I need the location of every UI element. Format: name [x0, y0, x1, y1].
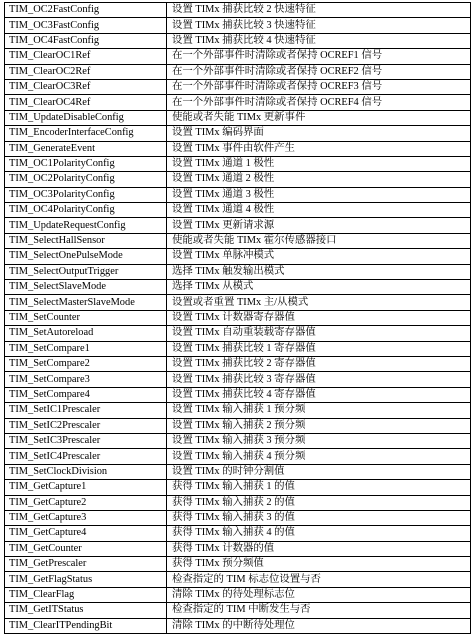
function-description-cell: 设置 TIMx 捕获比较 4 寄存器值 [167, 387, 471, 402]
function-name-cell: TIM_ClearOC3Ref [5, 79, 167, 94]
function-name-cell: TIM_ClearOC2Ref [5, 64, 167, 79]
function-name-cell: TIM_ClearITPendingBit [5, 618, 167, 633]
table-row [5, 203, 471, 218]
table-row [5, 587, 471, 602]
function-name-cell: TIM_EncoderInterfaceConfig [5, 126, 167, 141]
function-name-cell: TIM_SetIC3Prescaler [5, 433, 167, 448]
table-row [5, 603, 471, 618]
function-name-cell: TIM_ClearOC4Ref [5, 95, 167, 110]
function-description-cell: 使能或者失能 TIMx 霍尔传感器接口 [167, 233, 471, 248]
table-row [5, 126, 471, 141]
function-name-cell: TIM_GenerateEvent [5, 141, 167, 156]
table-row [5, 326, 471, 341]
table-row [5, 356, 471, 371]
function-name-cell: TIM_SetIC2Prescaler [5, 418, 167, 433]
table-row [5, 372, 471, 387]
function-name-cell: TIM_SetCounter [5, 310, 167, 325]
function-description-cell: 设置 TIMx 更新请求源 [167, 218, 471, 233]
function-description-cell: 设置 TIMx 输入捕获 2 预分频 [167, 418, 471, 433]
function-description-cell: 设置或者重置 TIMx 主/从模式 [167, 295, 471, 310]
function-description-cell: 设置 TIMx 单脉冲模式 [167, 249, 471, 264]
table-row [5, 187, 471, 202]
table-row [5, 49, 471, 64]
function-description-cell: 在一个外部事件时清除或者保持 OCREF2 信号 [167, 64, 471, 79]
function-description-cell: 选择 TIMx 触发输出模式 [167, 264, 471, 279]
function-description-cell: 获得 TIMx 输入捕获 2 的值 [167, 495, 471, 510]
table-row [5, 464, 471, 479]
function-description-cell: 设置 TIMx 自动重装载寄存器值 [167, 326, 471, 341]
function-name-cell: TIM_SelectSlaveMode [5, 280, 167, 295]
function-name-cell: TIM_UpdateRequestConfig [5, 218, 167, 233]
function-name-cell: TIM_OC2FastConfig [5, 3, 167, 18]
function-name-cell: TIM_ClearOC1Ref [5, 49, 167, 64]
function-description-cell: 设置 TIMx 事件由软件产生 [167, 141, 471, 156]
function-description-cell: 设置 TIMx 捕获比较 3 寄存器值 [167, 372, 471, 387]
function-name-cell: TIM_OC4PolarityConfig [5, 203, 167, 218]
table-row [5, 557, 471, 572]
table-row [5, 526, 471, 541]
function-name-cell: TIM_SetCompare4 [5, 387, 167, 402]
table-row [5, 64, 471, 79]
function-name-cell: TIM_GetITStatus [5, 603, 167, 618]
table-row [5, 341, 471, 356]
function-description-cell: 获得 TIMx 输入捕获 1 的值 [167, 480, 471, 495]
function-description-cell: 设置 TIMx 通道 1 极性 [167, 156, 471, 171]
function-name-cell: TIM_GetPrescaler [5, 557, 167, 572]
table-row [5, 18, 471, 33]
table-row [5, 233, 471, 248]
table-row [5, 433, 471, 448]
function-description-cell: 设置 TIMx 编码界面 [167, 126, 471, 141]
table-row [5, 541, 471, 556]
function-name-cell: TIM_SetCompare3 [5, 372, 167, 387]
table-row [5, 310, 471, 325]
function-description-cell: 设置 TIMx 的时钟分割值 [167, 464, 471, 479]
function-description-cell: 设置 TIMx 输入捕获 3 预分频 [167, 433, 471, 448]
function-name-cell: TIM_OC1PolarityConfig [5, 156, 167, 171]
function-description-cell: 获得 TIMx 计数器的值 [167, 541, 471, 556]
function-description-cell: 清除 TIMx 的待处理标志位 [167, 587, 471, 602]
function-name-cell: TIM_GetCapture2 [5, 495, 167, 510]
function-name-cell: TIM_GetCapture3 [5, 510, 167, 525]
table-row [5, 449, 471, 464]
function-description-cell: 设置 TIMx 捕获比较 1 寄存器值 [167, 341, 471, 356]
function-description-cell: 清除 TIMx 的中断待处理位 [167, 618, 471, 633]
function-description-cell: 设置 TIMx 计数器寄存器值 [167, 310, 471, 325]
function-description-cell: 设置 TIMx 通道 3 极性 [167, 187, 471, 202]
function-description-cell: 在一个外部事件时清除或者保持 OCREF1 信号 [167, 49, 471, 64]
function-description-cell: 选择 TIMx 从模式 [167, 280, 471, 295]
function-name-cell: TIM_GetCapture1 [5, 480, 167, 495]
function-name-cell: TIM_UpdateDisableConfig [5, 110, 167, 125]
table-row [5, 3, 471, 18]
function-name-cell: TIM_GetCounter [5, 541, 167, 556]
function-name-cell: TIM_OC4FastConfig [5, 33, 167, 48]
function-name-cell: TIM_OC3FastConfig [5, 18, 167, 33]
table-row [5, 295, 471, 310]
table-row [5, 218, 471, 233]
table-row [5, 141, 471, 156]
table-row [5, 418, 471, 433]
table-row [5, 387, 471, 402]
function-description-cell: 设置 TIMx 通道 2 极性 [167, 172, 471, 187]
function-name-cell: TIM_ClearFlag [5, 587, 167, 602]
function-name-cell: TIM_SetClockDivision [5, 464, 167, 479]
function-description-cell: 设置 TIMx 捕获比较 3 快速特征 [167, 18, 471, 33]
function-description-cell: 使能或者失能 TIMx 更新事件 [167, 110, 471, 125]
function-name-cell: TIM_SelectHallSensor [5, 233, 167, 248]
table-row [5, 403, 471, 418]
function-name-cell: TIM_SelectOnePulseMode [5, 249, 167, 264]
table-row [5, 156, 471, 171]
function-description-cell: 设置 TIMx 通道 4 极性 [167, 203, 471, 218]
function-name-cell: TIM_OC2PolarityConfig [5, 172, 167, 187]
table-row [5, 172, 471, 187]
function-table-body [5, 3, 471, 634]
table-row [5, 618, 471, 633]
function-name-cell: TIM_SetCompare2 [5, 356, 167, 371]
function-description-cell: 设置 TIMx 捕获比较 4 快速特征 [167, 33, 471, 48]
function-description-cell: 设置 TIMx 捕获比较 2 寄存器值 [167, 356, 471, 371]
table-row [5, 480, 471, 495]
function-description-cell: 在一个外部事件时清除或者保持 OCREF3 信号 [167, 79, 471, 94]
function-table [4, 2, 471, 634]
table-row [5, 495, 471, 510]
function-name-cell: TIM_GetFlagStatus [5, 572, 167, 587]
function-description-cell: 获得 TIMx 输入捕获 3 的值 [167, 510, 471, 525]
table-row [5, 79, 471, 94]
table-row [5, 33, 471, 48]
function-description-cell: 获得 TIMx 输入捕获 4 的值 [167, 526, 471, 541]
function-description-cell: 设置 TIMx 输入捕获 4 预分频 [167, 449, 471, 464]
table-row [5, 95, 471, 110]
table-row [5, 510, 471, 525]
table-row [5, 110, 471, 125]
function-description-cell: 检查指定的 TIM 标志位设置与否 [167, 572, 471, 587]
table-row [5, 572, 471, 587]
function-description-cell: 在一个外部事件时清除或者保持 OCREF4 信号 [167, 95, 471, 110]
function-name-cell: TIM_GetCapture4 [5, 526, 167, 541]
function-name-cell: TIM_OC3PolarityConfig [5, 187, 167, 202]
function-name-cell: TIM_SetIC1Prescaler [5, 403, 167, 418]
function-name-cell: TIM_SetIC4Prescaler [5, 449, 167, 464]
table-row [5, 264, 471, 279]
function-name-cell: TIM_SelectMasterSlaveMode [5, 295, 167, 310]
function-name-cell: TIM_SelectOutputTrigger [5, 264, 167, 279]
function-description-cell: 设置 TIMx 输入捕获 1 预分频 [167, 403, 471, 418]
function-description-cell: 设置 TIMx 捕获比较 2 快速特征 [167, 3, 471, 18]
table-row [5, 249, 471, 264]
table-row [5, 280, 471, 295]
function-name-cell: TIM_SetAutoreload [5, 326, 167, 341]
function-description-cell: 检查指定的 TIM 中断发生与否 [167, 603, 471, 618]
function-name-cell: TIM_SetCompare1 [5, 341, 167, 356]
function-description-cell: 获得 TIMx 预分频值 [167, 557, 471, 572]
